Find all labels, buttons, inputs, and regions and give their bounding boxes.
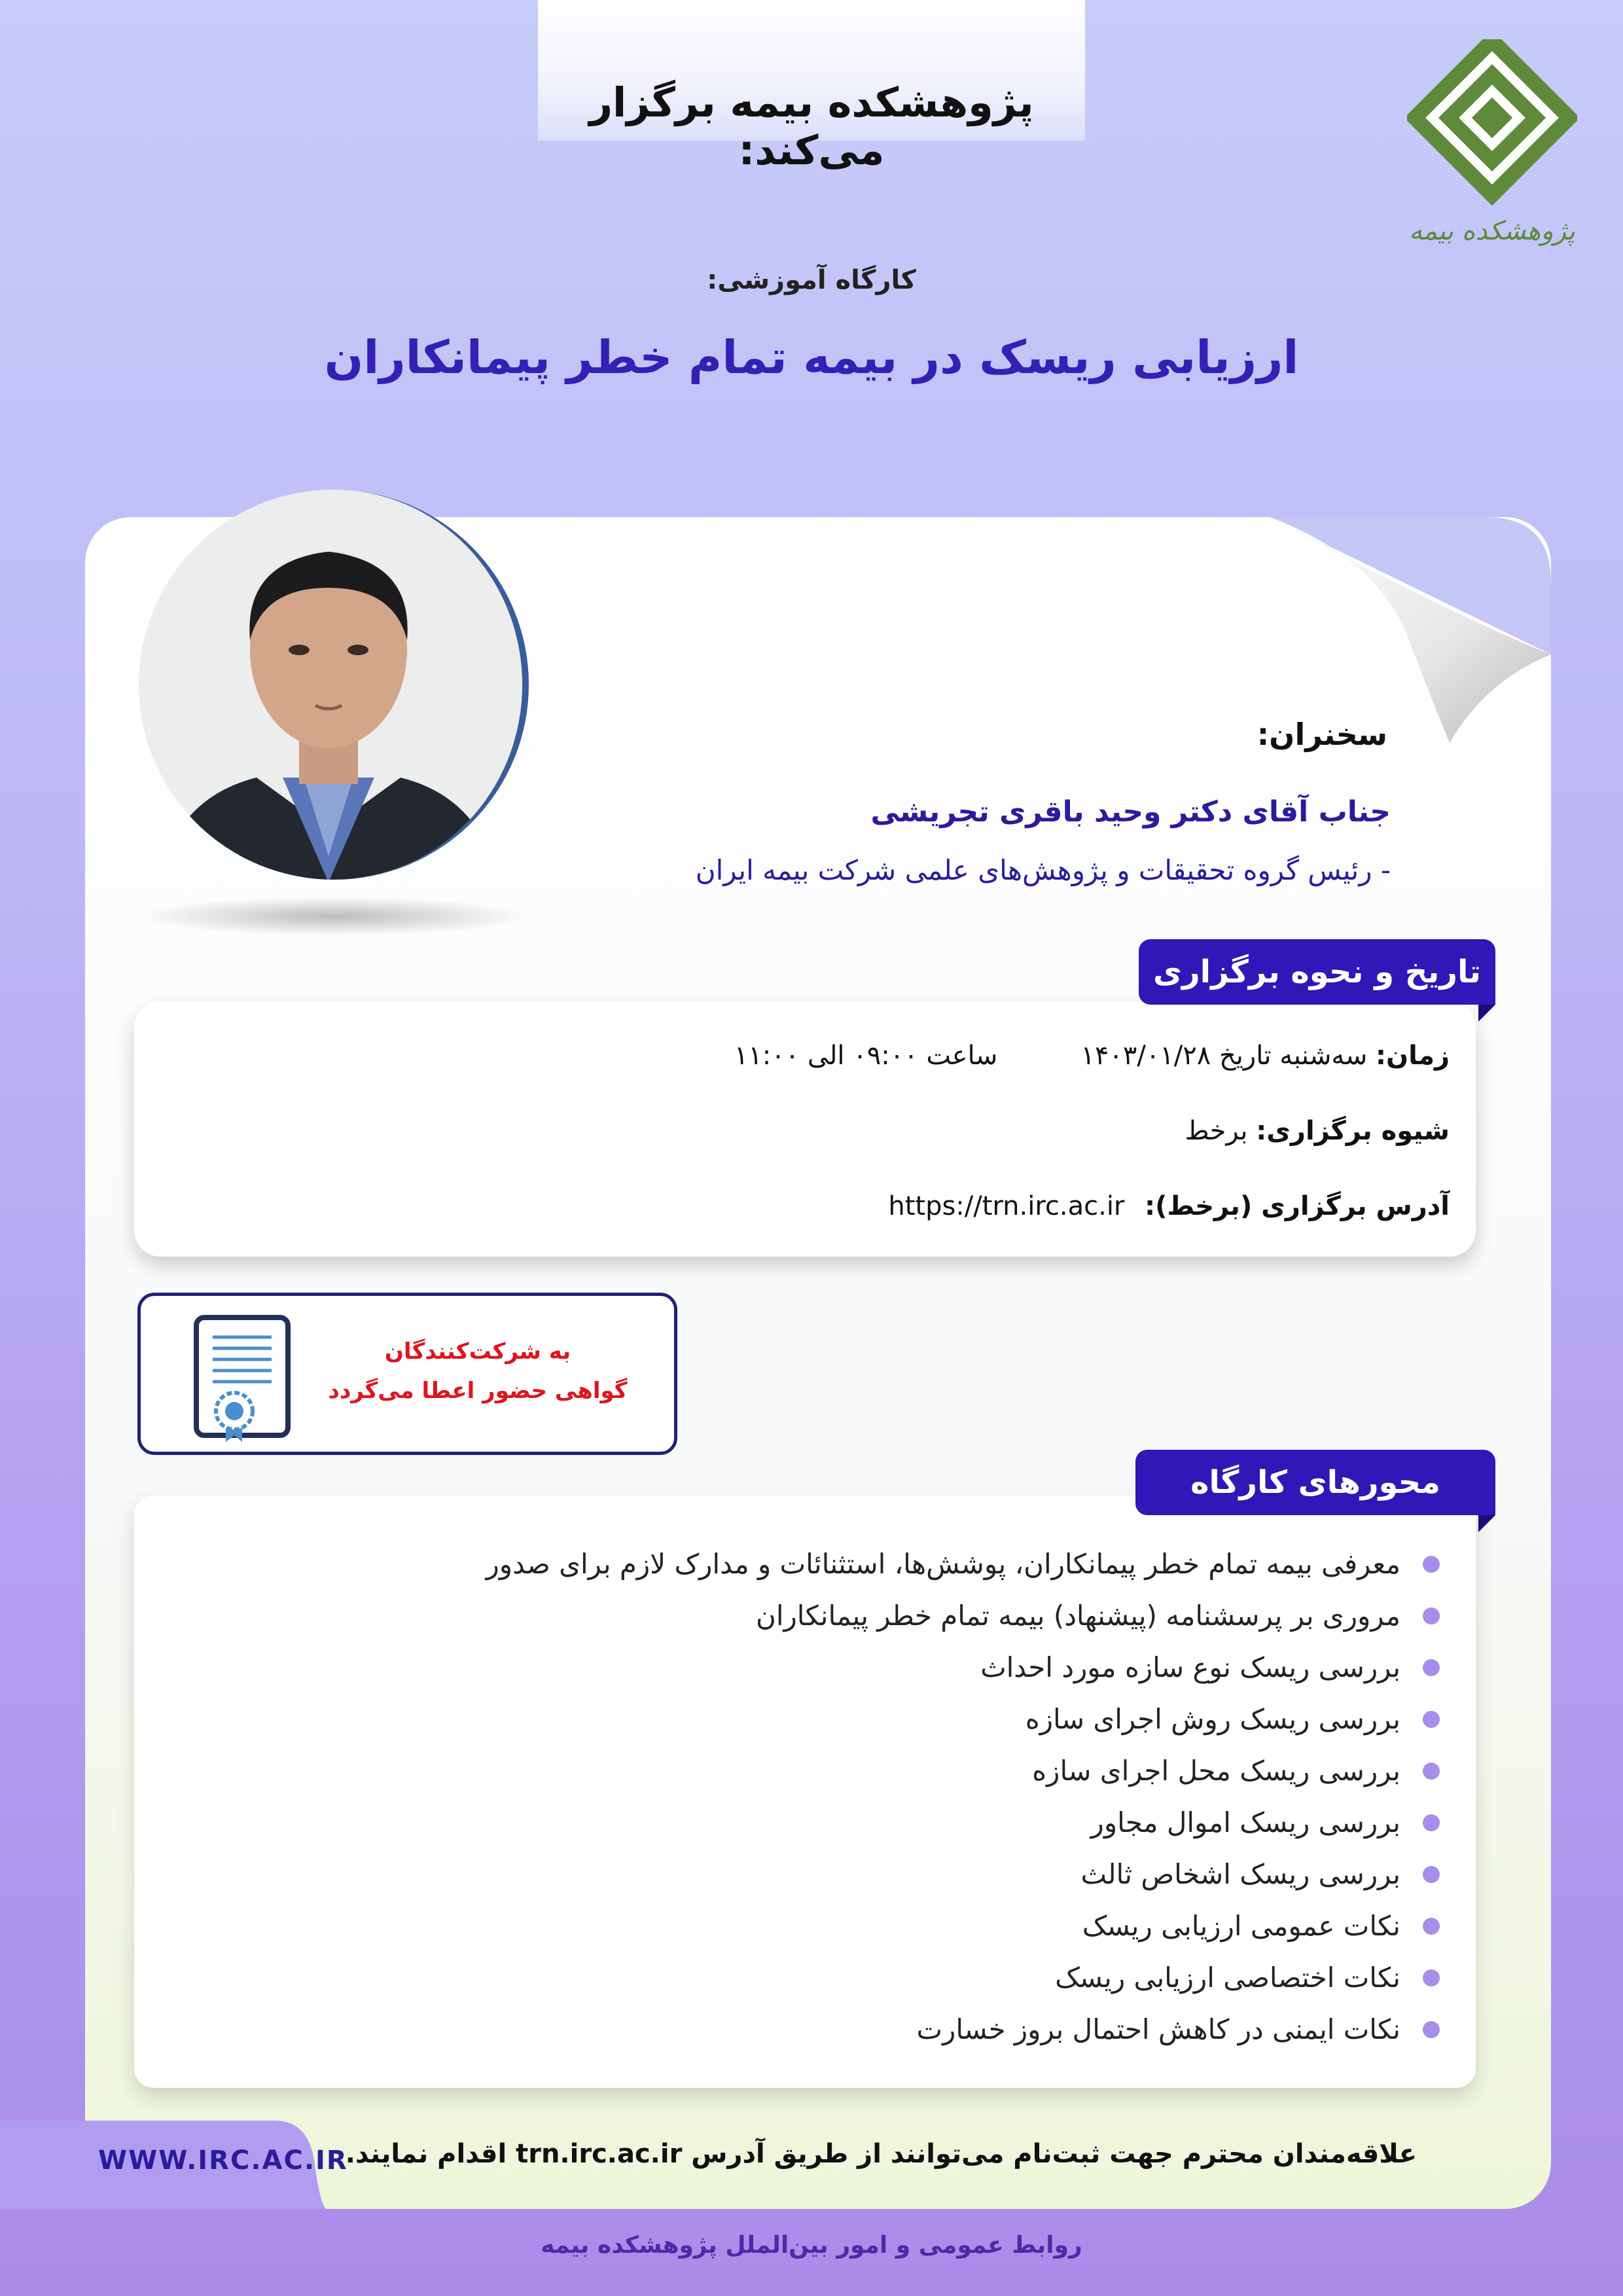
list-item: بررسی ریسک محل اجرای سازه: [486, 1745, 1440, 1797]
list-item: نکات اختصاصی ارزیابی ریسک: [486, 1952, 1440, 2003]
logo-text: پژوهشکده بیمه: [1409, 216, 1575, 246]
list-item: معرفی بیمه تمام خطر پیمانکاران، پوشش‌ها، استثنائات و مدارک لازم برای صدور: [486, 1538, 1440, 1590]
certificate-text: [314, 1332, 641, 1410]
certificate-icon: [190, 1314, 294, 1445]
list-item: مروری بر پرسشنامه (پیشنهاد) بیمه تمام خطر پیمانکاران: [486, 1590, 1440, 1641]
address-row: [888, 1191, 1450, 1221]
speaker-heading: سخنران:: [1257, 717, 1387, 752]
bullet-icon: [1423, 1763, 1440, 1780]
tag-fold: [1478, 1005, 1495, 1022]
bullet-icon: [1423, 1556, 1440, 1573]
time-row: [734, 1041, 1450, 1071]
list-item: بررسی ریسک نوع سازه مورد احداث: [486, 1641, 1440, 1693]
list-item: نکات عمومی ارزیابی ریسک: [486, 1900, 1440, 1952]
speaker-name: جناب آقای دکتر وحید باقری تجریشی: [870, 795, 1391, 829]
certificate-line-1: به شرکت‌کنندگان: [384, 1338, 571, 1365]
schedule-box: [134, 1001, 1476, 1257]
workshop-label: کارگاه آموزشی:: [707, 265, 916, 295]
list-item: بررسی ریسک اشخاص ثالث: [486, 1848, 1440, 1900]
mode-row: [1185, 1116, 1450, 1146]
bullet-icon: [1423, 1607, 1440, 1624]
schedule-tag: تاریخ و نحوه برگزاری: [1139, 939, 1495, 1005]
mode-value: برخط: [1185, 1116, 1248, 1146]
bullet-icon: [1423, 1814, 1440, 1831]
workshop-title: ارزیابی ریسک در بیمه تمام خطر پیمانکاران: [324, 331, 1299, 384]
bullet-icon: [1423, 2021, 1440, 2038]
topics-tag: محورهای کارگاه: [1135, 1450, 1495, 1515]
bullet-icon: [1423, 1866, 1440, 1883]
speaker-photo: [139, 490, 529, 880]
topics-box: [134, 1496, 1476, 2088]
page-curl-decoration: [1270, 517, 1551, 746]
photo-shadow: [137, 897, 530, 936]
website-link[interactable]: WWW.IRC.AC.IR: [98, 2145, 348, 2176]
registration-note: علاقه‌مندان محترم جهت ثبت‌نام می‌توانند از طریق آدرس trn.irc.ac.ir اقدام نمایند.: [345, 2139, 1417, 2169]
address-label: آدرس برگزاری (برخط):: [1145, 1191, 1450, 1221]
list-item: بررسی ریسک روش اجرای سازه: [486, 1693, 1440, 1745]
list-item: نکات ایمنی در کاهش احتمال بروز خسارت: [486, 2003, 1440, 2055]
list-item: بررسی ریسک اموال مجاور: [486, 1797, 1440, 1848]
credit-line: روابط عمومی و امور بین‌الملل پژوهشکده بیمه: [541, 2232, 1082, 2259]
topics-list: [486, 1538, 1440, 2055]
logo-icon: [1407, 39, 1577, 275]
bullet-icon: [1423, 1918, 1440, 1935]
address-link[interactable]: https://trn.irc.ac.ir: [888, 1191, 1125, 1221]
time-value: سه‌شنبه تاریخ ۱۴۰۳/۰۱/۲۸ ساعت ۰۹:۰۰ الی ۱۱:۰۰: [734, 1041, 1368, 1071]
time-label: زمان:: [1376, 1041, 1450, 1071]
bullet-icon: [1423, 1969, 1440, 1986]
tag-fold: [1478, 1515, 1495, 1532]
speaker-role: - رئیس گروه تحقیقات و پژوهش‌های علمی شرکت بیمه ایران: [695, 854, 1391, 886]
bullet-icon: [1423, 1711, 1440, 1728]
organizer-heading: پژوهشکده بیمه برگزار می‌کند:: [589, 79, 1034, 174]
certificate-line-2: گواهی حضور اعطا می‌گردد: [328, 1378, 628, 1404]
mode-label: شیوه برگزاری:: [1256, 1116, 1450, 1146]
bullet-icon: [1423, 1659, 1440, 1676]
